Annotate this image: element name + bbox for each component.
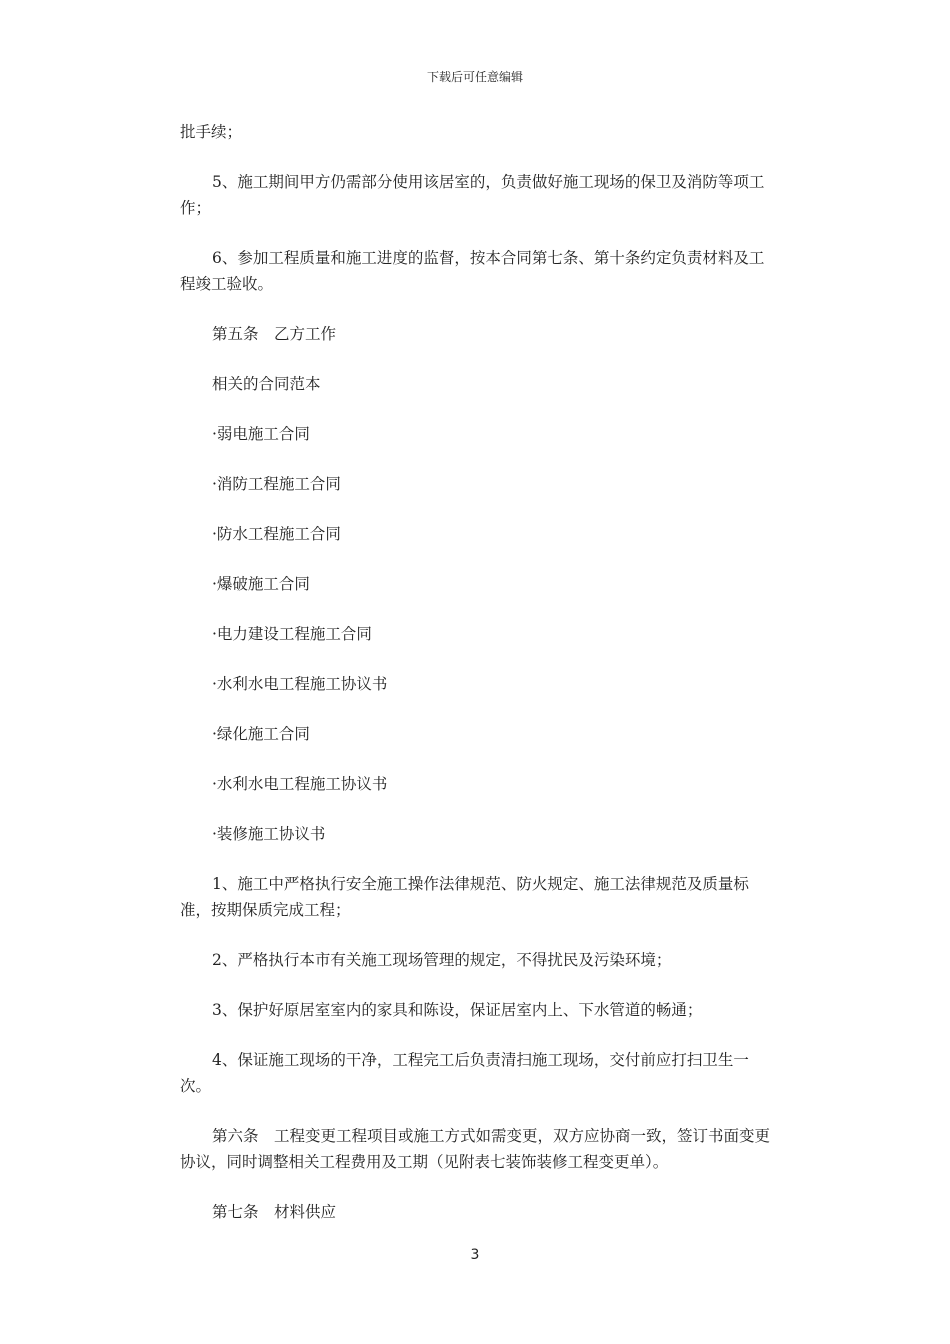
section-heading-article-5: 第五条 乙方工作 — [212, 325, 337, 343]
related-template-link: ·弱电施工合同 — [212, 425, 310, 443]
related-templates-heading: 相关的合同范本 — [212, 375, 321, 393]
related-template-link: ·装修施工协议书 — [212, 825, 326, 843]
related-template-link: ·消防工程施工合同 — [212, 475, 341, 493]
document-body — [180, 119, 772, 1225]
page-number: 3 — [470, 1247, 480, 1263]
related-template-link: ·水利水电工程施工协议书 — [212, 775, 388, 793]
section-heading-article-7: 第七条 材料供应 — [212, 1203, 337, 1221]
section-heading-article-6: 第六条 工程变更工程项目或施工方式如需变更，双方应协商一致，签订书面变更协议，同时调整相关工程费用及工期（见附表七装饰装修工程变更单）。 — [180, 1127, 771, 1171]
related-template-link: ·水利水电工程施工协议书 — [212, 675, 388, 693]
paragraph-item-4: 4、保证施工现场的干净，工程完工后负责清扫施工现场，交付前应打扫卫生一次。 — [180, 1051, 749, 1095]
related-template-link: ·防水工程施工合同 — [212, 525, 341, 543]
page-header: 下载后可任意编辑 — [426, 70, 523, 84]
paragraph-item-2: 2、严格执行本市有关施工现场管理的规定，不得扰民及污染环境； — [212, 951, 672, 969]
paragraph-item-6: 6、参加工程质量和施工进度的监督，按本合同第七条、第十条约定负责材料及工程竣工验收。 — [180, 249, 765, 293]
related-template-link: ·绿化施工合同 — [212, 725, 310, 743]
related-template-link: ·电力建设工程施工合同 — [212, 625, 372, 643]
paragraph-item-5: 5、施工期间甲方仍需部分使用该居室的，负责做好施工现场的保卫及消防等项工作； — [180, 173, 765, 217]
paragraph-continuation: 批手续； — [180, 123, 243, 141]
related-template-link: ·爆破施工合同 — [212, 575, 310, 593]
paragraph-item-3: 3、保护好原居室室内的家具和陈设，保证居室内上、下水管道的畅通； — [212, 1001, 703, 1019]
paragraph-item-1: 1、施工中严格执行安全施工操作法律规范、防火规定、施工法律规范及质量标准，按期保质完成工程； — [180, 875, 749, 919]
